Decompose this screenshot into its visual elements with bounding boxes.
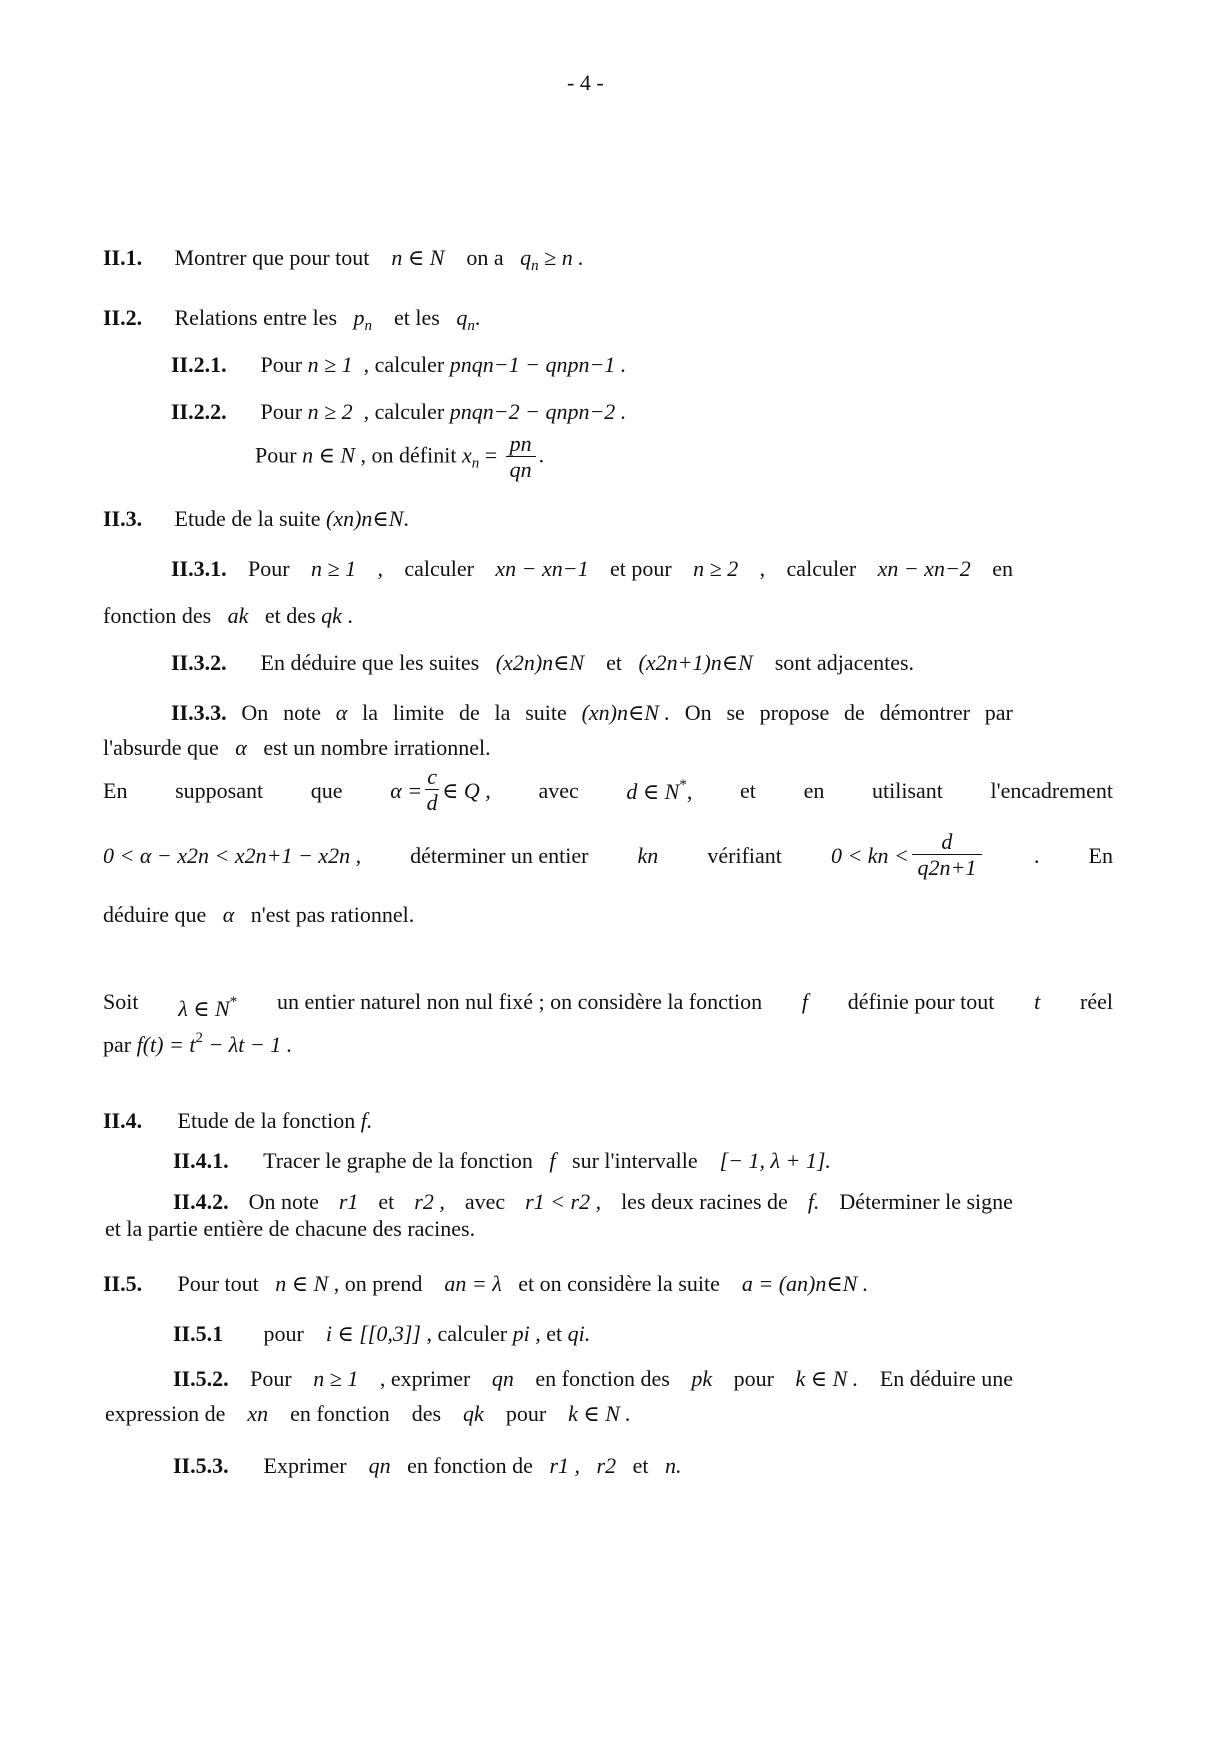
math-inequality: 0 < α − x2n < x2n+1 − x2n , (103, 842, 362, 868)
item-label: II.5. (103, 1271, 143, 1296)
math-equals: = (484, 442, 498, 468)
item-text: calculer (404, 556, 474, 581)
word: et (632, 1453, 649, 1478)
item-II-3 (103, 506, 409, 532)
math-expression: xn − xn−2 (877, 556, 971, 581)
fraction-denominator: q2n+1 (917, 855, 977, 880)
math-condition: n ≥ 1 (307, 352, 353, 377)
word: note (283, 700, 321, 725)
math-expression: f(t) = t (136, 1032, 196, 1057)
item-II-4 (103, 1108, 372, 1134)
item-text: est un nombre irrationnel. (263, 735, 491, 760)
item-II-3-3 (171, 700, 1013, 726)
item-label: II.5.2. (173, 1366, 229, 1391)
word: utilisant (871, 777, 943, 803)
math-expression: pnqn−2 − qnpn−2 . (449, 399, 627, 424)
item-text: pour (263, 1321, 304, 1346)
item-text: , on définit (360, 442, 457, 468)
word: En (103, 777, 128, 803)
word: avec (464, 1189, 506, 1214)
math-sequence: (x2n+1)n∈N (638, 650, 753, 675)
punctuation: . (538, 442, 545, 468)
fraction-numerator: c (427, 764, 437, 789)
math-variable: f (549, 1148, 556, 1173)
item-label: II.3.2. (171, 650, 227, 675)
word: réel (1080, 989, 1113, 1014)
math-superscript: * (229, 994, 238, 1010)
word: par (984, 700, 1013, 725)
math-condition: i ∈ [[0,3]] (325, 1321, 421, 1346)
fraction-denominator: d (426, 790, 438, 815)
math-superscript: 2 (195, 1030, 203, 1046)
item-text: Déterminer le signe (839, 1189, 1013, 1214)
soit-line-cont (103, 1025, 292, 1058)
definition-x (255, 432, 544, 483)
word: pour (733, 1366, 774, 1391)
punctuation: , (686, 778, 693, 804)
item-II-4-2-cont (105, 1216, 475, 1242)
math-relation: ≥ n . (544, 245, 584, 270)
fraction (506, 432, 536, 483)
math-variable: n. (664, 1453, 682, 1478)
item-label: II.3.1. (171, 556, 227, 581)
math-variable: qi. (567, 1321, 591, 1346)
math-condition: k ∈ N . (795, 1366, 859, 1391)
math-inequality (831, 830, 985, 881)
item-label: II.2.1. (171, 352, 227, 377)
math-expression: 0 < kn < (830, 842, 909, 868)
page-number: - 4 - (567, 70, 604, 95)
math-alpha: α (335, 700, 348, 725)
word: avec (538, 777, 579, 803)
math-sequence: (xn)n∈N . (581, 700, 670, 725)
item-text: , on prend (333, 1271, 423, 1296)
item-text: définie pour tout (847, 989, 995, 1014)
math-variable: r2 (596, 1453, 617, 1478)
item-II-5-2 (173, 1366, 1013, 1392)
math-variable: ak (227, 603, 249, 628)
item-II-1 (103, 245, 584, 279)
item-II-2-1 (171, 352, 626, 378)
word: l'encadrement (990, 777, 1113, 803)
item-II-3-2 (171, 650, 914, 676)
word: En (1088, 842, 1113, 868)
word: On (684, 700, 712, 725)
punctuation: , (377, 556, 383, 581)
punctuation: . (1033, 842, 1040, 868)
item-II-2-2 (171, 399, 626, 425)
math-variable: qk (321, 603, 342, 628)
punctuation: . (474, 305, 481, 330)
word: Soit (103, 989, 139, 1014)
item-text: Montrer que pour tout (174, 245, 370, 270)
item-text: fonction des (103, 603, 212, 628)
punctuation: . (347, 603, 353, 628)
item-text: Etude de la suite (174, 506, 321, 531)
item-II-5 (103, 1271, 868, 1297)
word: et (546, 1321, 563, 1346)
math-variable: r1 (338, 1189, 359, 1214)
math-inequality: r1 < r2 , (525, 1189, 602, 1214)
item-text: déterminer un entier (410, 842, 589, 868)
math-equation (390, 765, 491, 816)
item-text: Pour (255, 442, 297, 468)
item-text: l'absurde que (103, 735, 219, 760)
item-label: II.5.3. (173, 1453, 229, 1478)
item-text: en fonction des (535, 1366, 670, 1391)
item-text: expression de (105, 1401, 226, 1426)
item-text: Pour tout (177, 1271, 259, 1296)
item-text: et les (394, 305, 440, 330)
word: et (740, 777, 756, 803)
item-label: II.4.2. (173, 1189, 229, 1214)
word: démontrer (879, 700, 970, 725)
inequality-line (103, 830, 1113, 881)
math-superscript: * (679, 776, 687, 793)
item-label: II.5.1 (173, 1321, 224, 1346)
item-text: par (103, 1032, 132, 1057)
math-subscript: n (471, 455, 480, 472)
math-variable: kn (637, 842, 659, 868)
math-expression: pnqn−1 − qnpn−1 . (449, 352, 627, 377)
math-variable: p (353, 305, 365, 330)
fraction-numerator: pn (509, 431, 532, 456)
item-label: II.1. (103, 245, 143, 270)
math-interval: [− 1, λ + 1]. (719, 1148, 831, 1173)
math-condition: n ≥ 2 (307, 399, 353, 424)
item-text: déduire que (103, 902, 207, 927)
math-variable: t (1034, 989, 1041, 1014)
item-label: II.2.2. (171, 399, 227, 424)
item-II-4-1 (173, 1148, 831, 1174)
item-text: En déduire que les suites (260, 650, 480, 675)
math-condition: n ≥ 1 (311, 556, 357, 581)
item-text: Pour (260, 399, 303, 424)
math-variable: pi , (512, 1321, 541, 1346)
math-lhs: α = (390, 777, 423, 803)
item-text: On note (248, 1189, 319, 1214)
item-text: En déduire une (879, 1366, 1013, 1391)
fraction-denominator: qn (509, 457, 532, 482)
item-label: II.4.1. (173, 1148, 229, 1173)
fraction (425, 765, 439, 816)
item-text: Tracer le graphe de la fonction (263, 1148, 533, 1173)
math-condition: n ≥ 1 (313, 1366, 359, 1391)
item-text: en fonction (290, 1401, 390, 1426)
math-variable: f. (360, 1108, 373, 1133)
math-condition: n ∈ N (275, 1271, 329, 1296)
math-condition: k ∈ N . (568, 1401, 631, 1426)
math-variable: q (520, 245, 532, 270)
word: la (362, 700, 379, 725)
word: limite (392, 700, 445, 725)
item-label: II.4. (103, 1108, 143, 1133)
math-condition: n ∈ N (302, 442, 356, 468)
word: et (378, 1189, 395, 1214)
item-text: et (606, 650, 623, 675)
punctuation: . (403, 506, 409, 531)
soit-line (103, 989, 1113, 1022)
fraction (912, 830, 982, 881)
item-text: vérifiant (707, 842, 782, 868)
item-text: et des (264, 603, 316, 628)
word: On (241, 700, 269, 725)
math-subscript: n (467, 318, 475, 334)
fraction-numerator: d (941, 829, 953, 854)
math-alpha: α (222, 902, 235, 927)
item-label: II.3.3. (171, 700, 227, 725)
item-II-5-1 (173, 1321, 590, 1347)
math-subscript: n (531, 258, 539, 274)
math-variable: r2 , (414, 1189, 445, 1214)
math-variable: qk (463, 1401, 484, 1426)
item-text: Pour (248, 556, 290, 581)
item-II-3-1 (171, 556, 1013, 582)
item-text: en fonction de (407, 1453, 533, 1478)
item-text: les deux racines de (621, 1189, 788, 1214)
word: la (494, 700, 511, 725)
word: suite (525, 700, 567, 725)
item-text: un entier naturel non nul fixé ; on considère la fonction (277, 989, 763, 1014)
item-II-3-3-cont (103, 735, 491, 761)
math-sequence: a = (an)n∈N . (741, 1271, 869, 1296)
word: supposant (175, 777, 264, 803)
suppose-line (103, 765, 1113, 816)
item-text: et on considère la suite (518, 1271, 720, 1296)
word: des (411, 1401, 442, 1426)
math-condition: n ≥ 2 (693, 556, 739, 581)
math-rhs: ∈ Q , (442, 777, 491, 803)
math-expression: d ∈ N (626, 778, 680, 804)
item-text: Pour (260, 352, 303, 377)
math-alpha: α (235, 735, 247, 760)
item-text: et la partie entière de chacune des racines. (105, 1216, 476, 1241)
word: Pour (250, 1366, 292, 1391)
item-label: II.3. (103, 506, 143, 531)
word: que (310, 777, 343, 803)
math-variable: qn (368, 1453, 391, 1478)
word: se (726, 700, 745, 725)
math-variable: xn (247, 1401, 269, 1426)
word: pour (505, 1401, 547, 1426)
item-text: calculer (786, 556, 857, 581)
item-text: , calculer (426, 1321, 508, 1346)
math-sequence: (xn)n∈N (326, 506, 404, 531)
word: en (803, 777, 825, 803)
math-variable: q (456, 305, 468, 330)
math-expression: xn − xn−1 (495, 556, 589, 581)
item-text: en (992, 556, 1013, 581)
item-II-3-1-cont (103, 603, 353, 629)
item-II-5-3 (173, 1453, 681, 1479)
math-subscript: n (364, 318, 373, 334)
item-II-5-2-cont (105, 1401, 631, 1427)
math-condition: n ∈ N (391, 245, 445, 270)
item-text: Exprimer (263, 1453, 347, 1478)
math-equation: an = λ (444, 1271, 502, 1296)
item-text: , calculer (363, 399, 445, 424)
math-variable: pk (691, 1366, 713, 1391)
item-text: n'est pas rationnel. (250, 902, 415, 927)
math-expression: − λt − 1 . (208, 1032, 293, 1057)
item-text: , calculer (363, 352, 445, 377)
item-text: sont adjacentes. (774, 650, 915, 675)
item-text: , exprimer (379, 1366, 471, 1391)
math-variable: x (461, 442, 472, 468)
math-variable: f. (807, 1189, 820, 1214)
item-text: Relations entre les (174, 305, 338, 330)
math-variable: r1 , (549, 1453, 581, 1478)
math-sequence: (x2n)n∈N (495, 650, 585, 675)
punctuation: , (759, 556, 766, 581)
inequality-line-cont (103, 902, 414, 928)
item-text: et pour (610, 556, 672, 581)
item-II-2 (103, 305, 480, 339)
item-label: II.2. (103, 305, 143, 330)
math-variable: f (801, 989, 808, 1014)
item-text: sur l'intervalle (572, 1148, 698, 1173)
math-expression: λ ∈ N (178, 996, 230, 1021)
word: de (844, 700, 865, 725)
math-variable: qn (491, 1366, 514, 1391)
item-text: Etude de la fonction (177, 1108, 356, 1133)
item-text: on a (466, 245, 504, 270)
word: de (458, 700, 480, 725)
math-condition (626, 777, 692, 805)
item-II-4-2 (173, 1189, 1013, 1215)
word: propose (759, 700, 830, 725)
